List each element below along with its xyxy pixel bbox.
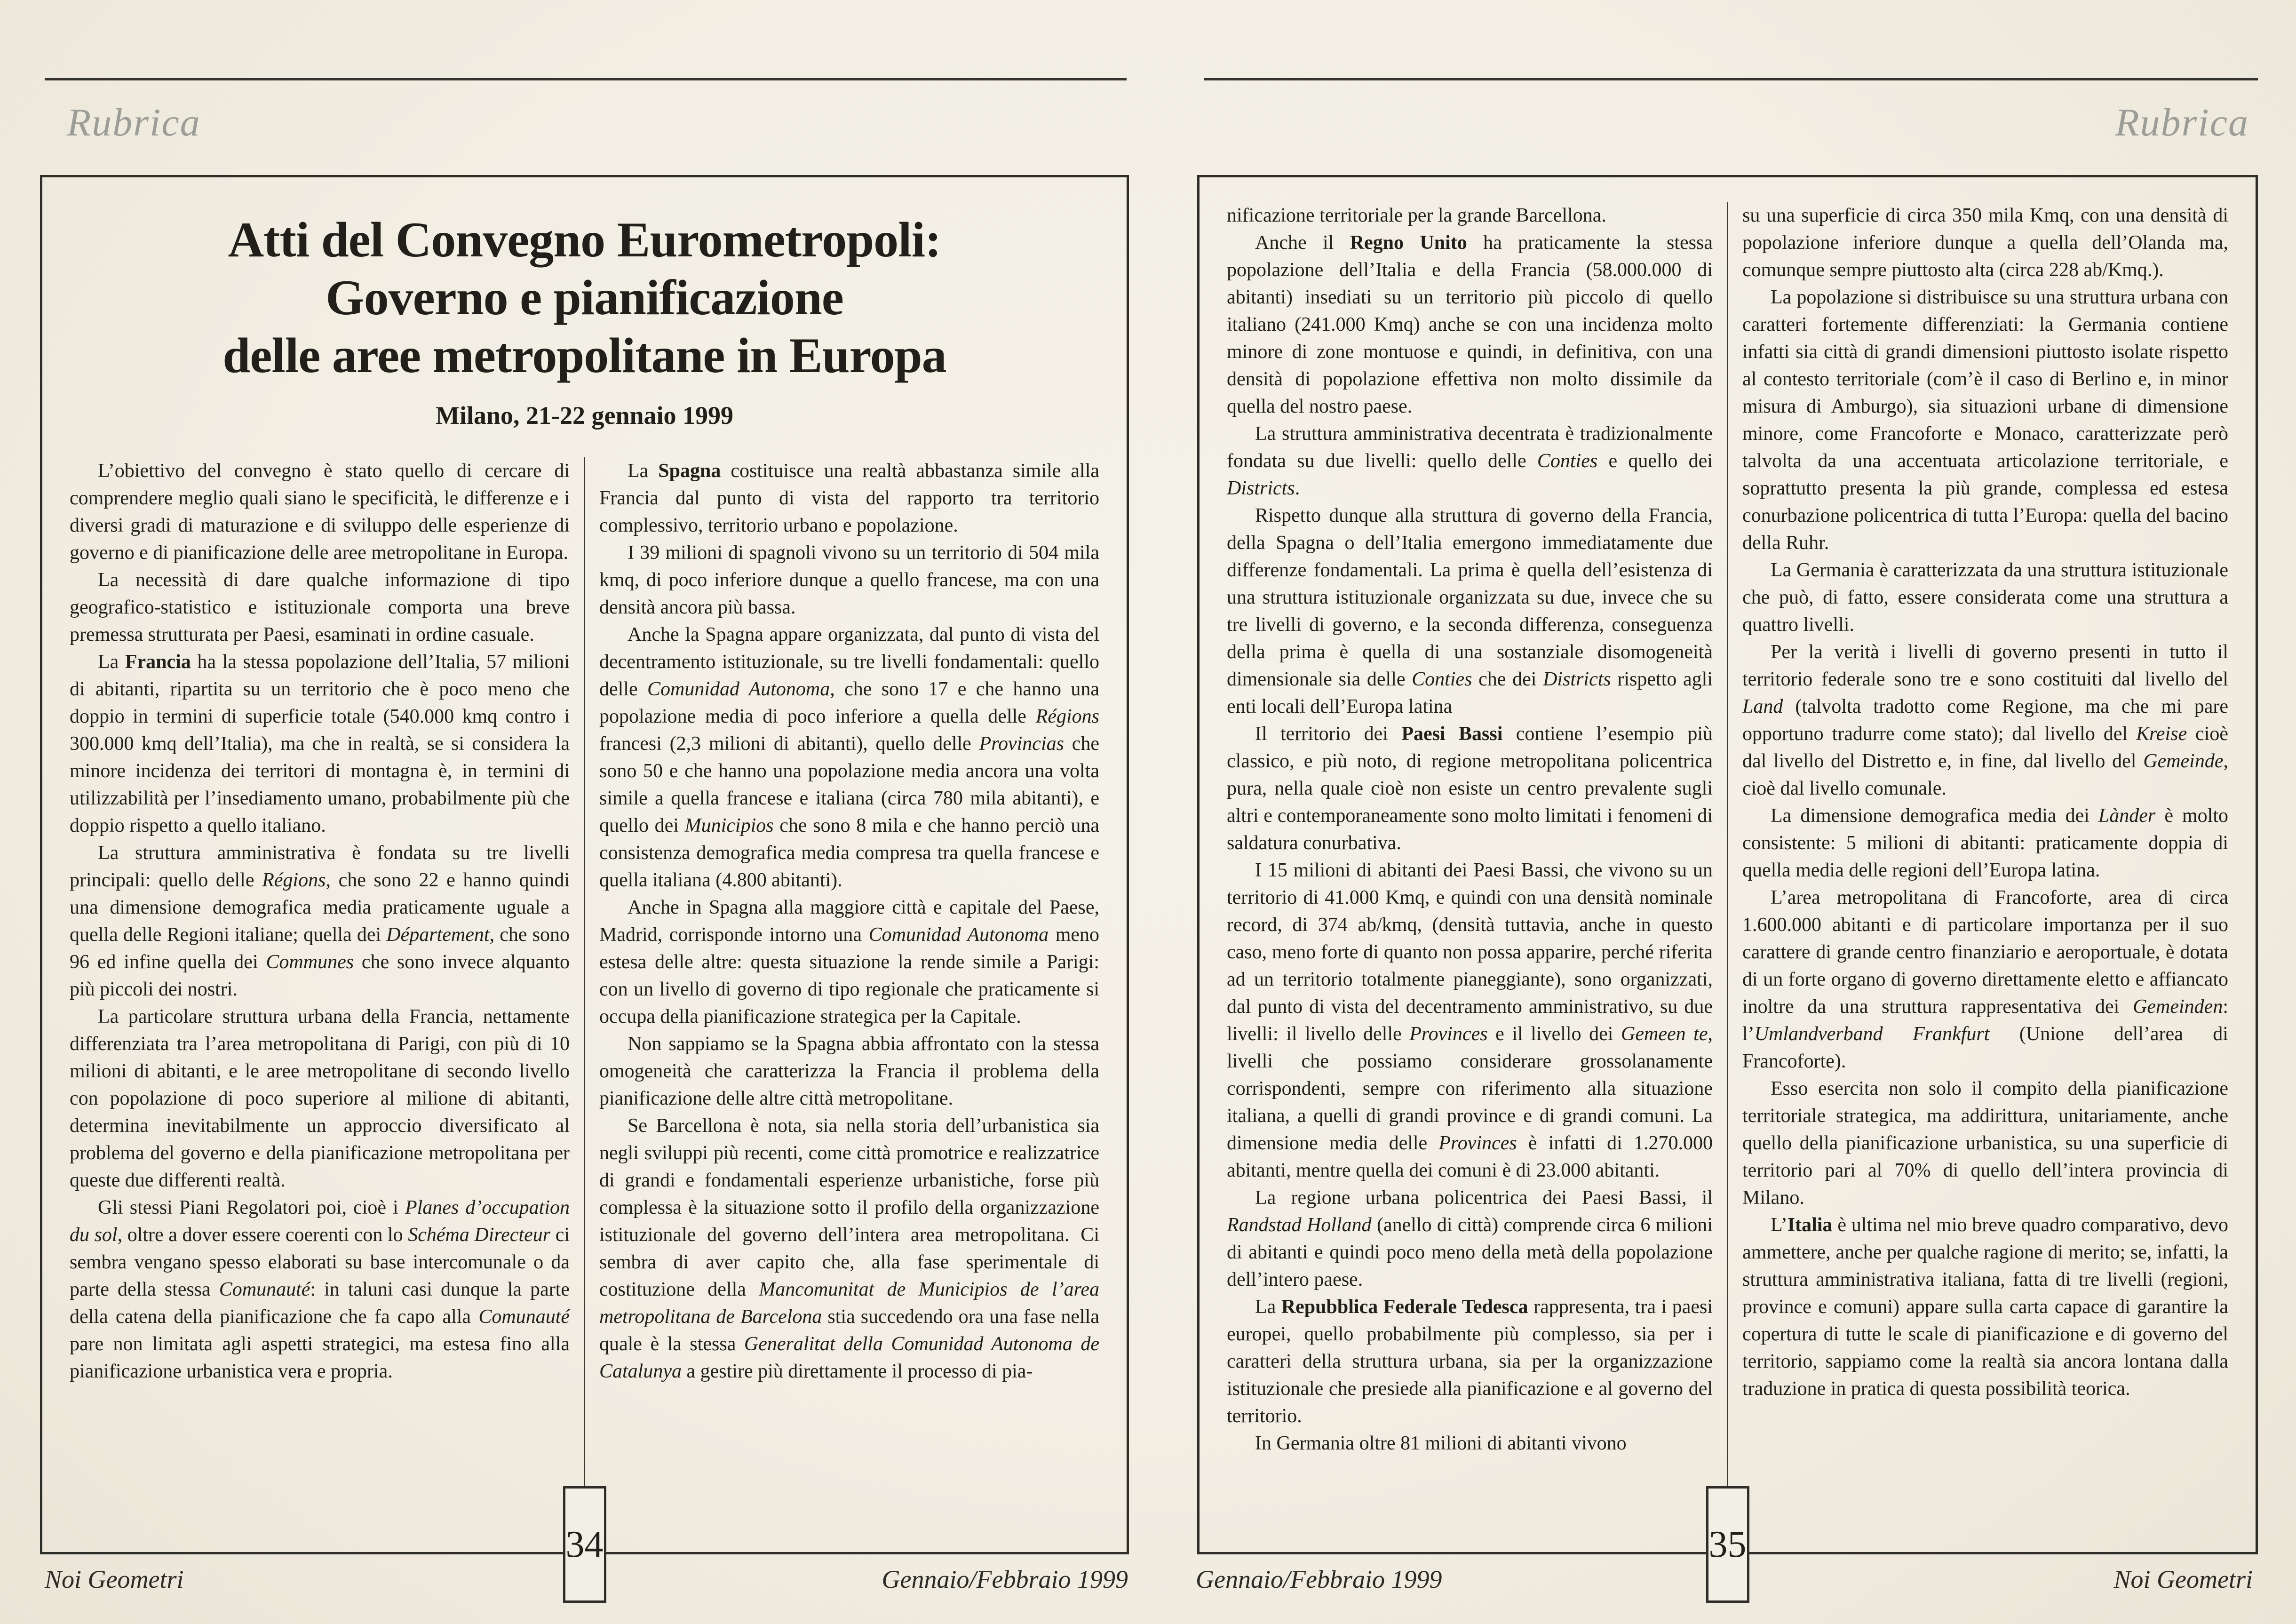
text-segment: (Unione dell’area di Francoforte). — [1742, 1023, 2228, 1072]
paragraph — [70, 648, 570, 839]
text-segment: che sono 50 e che hanno una popolazione media ancora una volta simile a quella francese e italiana (circa 780 mila abitanti), e quello dei — [599, 732, 1099, 836]
text-segment: è molto consistente: 5 milioni di abitanti: praticamente doppia di quella media delle regioni dell’Europa latina. — [1742, 805, 2228, 881]
text-segment: francesi (2,3 milioni di abitanti), quello delle — [599, 732, 979, 755]
article-title-line: Atti del Convegno Eurometropoli: — [228, 212, 941, 267]
paragraph — [1227, 502, 1713, 720]
article-box-left — [40, 175, 1129, 1565]
italic-text: Communes — [266, 951, 354, 973]
text-segment: La struttura amministrativa è fondata su tre livelli principali: quello delle — [70, 842, 570, 891]
text-segment: pare non limitata agli aspetti strategici, ma estesa fino alla pianificazione urbanistica vera e propria. — [70, 1333, 570, 1382]
italic-text: Generalitat della Comunidad Autonoma de Catalunya — [599, 1333, 1099, 1382]
text-segment: La — [628, 460, 659, 482]
column-divider-rule — [1727, 202, 1728, 1525]
paragraph — [599, 621, 1099, 894]
text-segment: In Germania oltre 81 milioni di abitanti vivono — [1255, 1433, 1627, 1454]
text-segment: La necessità di dare qualche informazione di tipo geografico-statistico e istituzionale comporta una breve premessa strutturata per Paesi, esaminati in ordine casuale. — [70, 569, 570, 645]
paragraph — [1227, 202, 1713, 229]
text-segment: su una superficie di circa 350 mila Kmq, con una densità di popolazione inferiore dunque a quella dell’Olanda ma, comunque sempre piuttosto alta (circa 228 ab/Kmq.). — [1742, 205, 2228, 281]
paragraph — [1742, 202, 2228, 284]
text-segment: stia succedendo ora una fase nella quale è la stessa — [599, 1306, 1099, 1355]
bold-text: Regno Unito — [1350, 232, 1467, 254]
italic-text: Comunauté — [478, 1306, 570, 1328]
italic-text: Provincias — [979, 732, 1064, 755]
text-segment: Anche il — [1255, 232, 1350, 254]
column-divider-rule — [584, 457, 585, 1525]
page-number-box: 35 — [1706, 1486, 1749, 1603]
text-segment: contiene l’esempio più classico, e più noto, di regione metropolitana policentrica pura, nella quale cioè non esiste un centro prevalente sugli altri e contemporaneamente sono molto limitati i fenomeni di saldatura conurbativa. — [1227, 723, 1713, 854]
text-segment: (talvolta tradotto come Regione, ma che mi pare opportuno tradurre come stato); dal livello del — [1742, 696, 2228, 745]
paragraph — [599, 894, 1099, 1030]
text-segment: La particolare struttura urbana della Francia, nettamente differenziata tra l’area metropolitana di Parigi, con più di 10 milioni di abitanti, e le aree metropolitane di secondo livello con popolazione di poco superiore al milione di abitanti, determina inevitabilmente un approccio diversificato al problema del governo e della pianificazione metropolitana per queste due differenti realtà. — [70, 1005, 570, 1191]
italic-text: Comunauté — [219, 1278, 310, 1300]
article-title-line: delle aree metropolitane in Europa — [222, 327, 946, 383]
italic-text: Land — [1742, 696, 1783, 717]
section-label: Rubrica — [67, 101, 201, 144]
article-column — [1742, 202, 2228, 1525]
bold-text: Italia — [1787, 1214, 1833, 1236]
text-segment: La — [1255, 1296, 1281, 1318]
article-column — [1227, 202, 1713, 1525]
italic-text: Mancomunitat de Municipios de l’area metropolitana de Barcelona — [599, 1278, 1099, 1328]
paragraph — [1227, 1293, 1713, 1430]
text-segment: che dei — [1472, 669, 1543, 690]
paragraph — [70, 839, 570, 1003]
text-segment: L’area metropolitana di Francoforte, area di circa 1.600.000 abitanti e di particolare importanza per il suo carattere di grande centro finanziario e aeroportuale, è dotata di un forte organo di governo direttamente eletto e affiancato inoltre da una struttura rappresentativa dei — [1742, 887, 2228, 1018]
italic-text: Comunidad Autonoma — [868, 923, 1049, 946]
text-segment: L’obiettivo del convegno è stato quello di cercare di comprendere meglio quali siano le specificità, le differenze e i diversi gradi di maturazione e di sviluppo delle esperienze di governo e di pianificazione delle aree metropolitane in Europa. — [70, 460, 570, 564]
text-segment: cioè dal livello del Distretto e, in fine, dal livello del — [1742, 723, 2228, 772]
italic-text: Kreise — [2136, 723, 2187, 745]
text-segment: Se Barcellona è nota, sia nella storia dell’urbanistica sia negli sviluppi più recenti, come città promotrice e realizzatrice di grandi e fondamentali esperienze urbanistiche, forse più complessa è la situazione sotto il profilo della organizzazione istituzionale del governo dell’intera area metropolitana. Ci sembra di aver capito che, alla fase sperimentale di costituzione della — [599, 1115, 1099, 1300]
paragraph — [70, 1003, 570, 1194]
text-segment: Anche in Spagna alla maggiore città e capitale del Paese, Madrid, corrisponde intorno una — [599, 896, 1099, 946]
paragraph — [1742, 557, 2228, 638]
article-column — [70, 457, 570, 1525]
italic-text: Planes d’occupation du sol — [70, 1196, 570, 1246]
text-segment: ha praticamente la stessa popolazione dell’Italia e della Francia (58.000.000 di abitanti) insediati su un territorio più piccolo di quello italiano (241.000 Kmq) anche se con una incidenza molto minore di zone montuose e quindi, in definitiva, con una densità di popolazione effettiva non molto dissimile da quella del nostro paese. — [1227, 232, 1713, 417]
footer-journal-name: Noi Geometri — [45, 1565, 184, 1593]
article-title — [75, 211, 1094, 385]
paragraph — [70, 1194, 570, 1385]
columns-right-page — [1200, 202, 2256, 1552]
text-segment: I 15 milioni di abitanti dei Paesi Bassi, che vivono su un territorio di 41.000 Kmq, e quindi con una densità nominale record, di 374 ab/kmq, (densità tuttavia, anche in questo caso, meno forte di quanto non possa apparire, perché riferita ad un territorio totalmente pianeggiante), sono organizzati, dal punto di vista del decentramento amministrativo, su due livelli: il livello delle — [1227, 860, 1713, 1045]
italic-text: Schéma Directeur — [408, 1224, 551, 1246]
paragraph — [1742, 1211, 2228, 1402]
paragraph — [599, 539, 1099, 621]
text-segment: costituisce una realtà abbastanza simile alla Francia dal punto di vista del rapporto tra territorio complessivo, territorio urbano e popolazione. — [599, 460, 1100, 536]
text-segment: La struttura amministrativa decentrata è tradizionalmente fondata su due livelli: quello delle — [1227, 423, 1713, 472]
text-segment: , che sono 96 ed infine quella dei — [70, 923, 570, 973]
italic-text: Districts — [1543, 669, 1611, 690]
italic-text: Umlandverband Frankfurt — [1754, 1023, 1990, 1045]
footer-issue-date: Gennaio/Febbraio 1999 — [882, 1565, 1128, 1593]
text-segment: , oltre a dover essere coerenti con lo — [117, 1224, 408, 1246]
text-segment: è ultima nel mio breve quadro comparativo, devo ammettere, anche per qualche ragione di merito; se, infatti, la struttura amministrativa italiana, fatta di tre livelli (regioni, province e comuni) appare sulla carta capace di garantire la copertura di tutte le scale di pianificazione e di governo del territorio, sappiamo come la realtà sia ancora lontana dalla traduzione in pratica di questa possibilità teorica. — [1742, 1214, 2228, 1400]
italic-text: Comunidad Autonoma — [647, 678, 830, 700]
text-segment: La — [98, 651, 125, 673]
paragraph — [599, 457, 1099, 539]
text-segment: che sono invece alquanto più piccoli dei nostri. — [70, 951, 570, 1000]
italic-text: Randstad Holland — [1227, 1214, 1372, 1236]
text-segment: ha la stessa popolazione dell’Italia, 57 milioni di abitanti, ripartita su un territorio che è poco meno che doppio in termini di superficie totale (540.000 kmq contro i 300.000 kmq dell’Italia), ma che in realtà, se si considera la minore incidenza dei territori di montagna è, in termini di utilizzabilità per l’insediamento umano, probabilmente più che doppio rispetto a quello italiano. — [70, 651, 570, 836]
footer-journal-name: Noi Geometri — [2113, 1565, 2253, 1593]
italic-text: Provinces — [1438, 1132, 1517, 1154]
paragraph — [1742, 1075, 2228, 1211]
footer-issue-date: Gennaio/Febbraio 1999 — [1196, 1565, 1442, 1593]
italic-text: Gemeinde — [2143, 750, 2224, 772]
paragraph — [1742, 284, 2228, 557]
article-subtitle: Milano, 21-22 gennaio 1999 — [435, 401, 734, 430]
text-segment: La Germania è caratterizzata da una struttura istituzionale che può, di fatto, essere considerata come una struttura a quattro livelli. — [1742, 559, 2228, 636]
italic-text: Régions — [1035, 705, 1099, 727]
text-segment: e quello dei — [1597, 450, 1713, 472]
paragraph — [599, 1112, 1099, 1385]
text-segment: La dimensione demografica media dei — [1771, 805, 2098, 827]
text-segment: Il territorio dei — [1255, 723, 1402, 745]
italic-text: Provinces — [1409, 1023, 1488, 1045]
header-rule — [45, 78, 1127, 80]
bold-text: Francia — [125, 651, 191, 673]
paragraph — [1227, 229, 1713, 420]
paragraph — [599, 1030, 1099, 1112]
text-segment: nificazione territoriale per la grande Barcellona. — [1227, 205, 1606, 226]
page-35 — [1157, 0, 2296, 1624]
text-segment: La regione urbana policentrica dei Paesi Bassi, il — [1255, 1187, 1713, 1209]
italic-text: Lànder — [2098, 805, 2156, 827]
title-block — [42, 177, 1127, 430]
paragraph — [70, 457, 570, 566]
article-title-line: Governo e pianificazione — [326, 270, 843, 325]
text-segment: . — [1295, 478, 1300, 499]
bold-text: Repubblica Federale Tedesca — [1281, 1296, 1528, 1318]
bold-text: Spagna — [658, 460, 721, 482]
paragraph — [1227, 720, 1713, 857]
italic-text: Districts — [1227, 478, 1295, 499]
text-segment: ci sembra vengano spesso elaborati su base intercomunale o da parte della stessa — [70, 1224, 570, 1300]
paragraph — [1227, 857, 1713, 1184]
article-column — [599, 457, 1099, 1525]
text-segment: è infatti di 1.270.000 abitanti, mentre quella dei comuni è di 23.000 abitanti. — [1227, 1132, 1713, 1181]
text-segment: La popolazione si distribuisce su una struttura urbana con caratteri fortemente differenziati: la Germania contiene infatti sia città di grandi dimensioni piuttosto isolate rispetto al contesto territoriale (com’è il caso di Berlino e, in minor misura di Amburgo), sia situazioni urbane di dimensione minore, come Francoforte e Monaco, caratterizzate però talvolta da una accentuata articolazione territoriale, e soprattutto presenta la più grande, complessa ed estesa conurbazione policentrica di tutta l’Europa: quella del bacino della Ruhr. — [1742, 287, 2228, 554]
italic-text: Gemeen te — [1621, 1023, 1708, 1045]
paragraph — [1227, 420, 1713, 502]
text-segment: Rispetto dunque alla struttura di governo della Francia, della Spagna o dell’Italia emergono immediatamente due differenze fondamentali. La prima è quella dell’esistenza di una struttura istituzionale organizzata su due, invece che su tre livelli di governo, e la seconda differenza, conseguenza della prima è quella di una sostanziale disomogeneità dimensionale sia delle — [1227, 505, 1713, 690]
text-segment: rappresenta, tra i paesi europei, quello probabilmente più complesso, sia per i caratteri della struttura urbana, sia per la organizzazione istituzionale che presiede alla pianificazione e al governo del territorio. — [1227, 1296, 1713, 1427]
text-segment: , che sono 17 e che hanno una popolazione media di poco inferiore a quella delle — [599, 678, 1099, 727]
header-rule — [1204, 78, 2258, 80]
text-segment: : in taluni casi dunque la parte della catena della pianificazione che fa capo alla — [70, 1278, 570, 1328]
section-label: Rubrica — [2115, 101, 2249, 144]
text-segment: Esso esercita non solo il compito della pianificazione territoriale strategica, ma addirittura, unitariamente, anche quello della pianificazione urbanistica, su una superficie di territorio pari al 70% di quello dell’intera provincia di Milano. — [1742, 1078, 2228, 1209]
paragraph — [1742, 802, 2228, 884]
italic-text: Gemeinden — [2133, 996, 2223, 1018]
paragraph — [70, 566, 570, 648]
italic-text: Municipios — [684, 814, 774, 836]
paragraph — [1742, 884, 2228, 1075]
italic-text: Conties — [1412, 669, 1472, 690]
text-segment: , che sono 22 e hanno quindi una dimensione demografica media praticamente uguale a quella delle Regioni italiane; quella dei — [70, 869, 570, 946]
paragraph — [1227, 1430, 1713, 1457]
text-segment: Anche la Spagna appare organizzata, dal punto di vista del decentramento istituzionale, su tre livelli fondamentali: quello delle — [599, 623, 1099, 700]
italic-text: Régions — [262, 869, 326, 891]
paragraph — [1742, 638, 2228, 802]
text-segment: e il livello dei — [1487, 1023, 1621, 1045]
paragraph — [1227, 1184, 1713, 1293]
text-segment: Per la verità i livelli di governo presenti in tutto il territorio federale sono tre e sono costituiti dal livello del — [1742, 641, 2228, 690]
text-segment: meno estesa delle altre: questa situazione la rende simile a Parigi: con un livello di governo di tipo regionale che praticamente si occupa della pianificazione strategica per la Capitale. — [599, 923, 1099, 1027]
text-segment: che sono 8 mila e che hanno perciò una consistenza demografica media compresa tra quella francese e quella italiana (4.800 abitanti). — [599, 814, 1099, 891]
text-segment: (anello di città) comprende circa 6 milioni di abitanti e quindi poco meno della metà della popolazione dell’intero paese. — [1227, 1214, 1713, 1290]
text-segment: , cioè dal livello comunale. — [1742, 750, 2228, 799]
text-segment: rispetto agli enti locali dell’Europa latina — [1227, 669, 1713, 717]
text-segment: , livelli che possiamo considerare grossolanamente corrispondenti, sempre con riferimento alla situazione italiana, a quelli di grandi province e di grandi comuni. La dimensione media delle — [1227, 1023, 1713, 1154]
columns-left-page — [42, 457, 1127, 1552]
text-segment: : l’ — [1742, 996, 2228, 1045]
text-segment: Gli stessi Piani Regolatori poi, cioè i — [98, 1196, 405, 1218]
article-box-right — [1197, 175, 2258, 1565]
text-segment: Non sappiamo se la Spagna abbia affrontato con la stessa omogeneità che caratterizza la Francia il problema della pianificazione delle altre città metropolitane. — [599, 1033, 1099, 1109]
bold-text: Paesi Bassi — [1401, 723, 1503, 745]
italic-text: Département — [386, 923, 490, 946]
page-number-box: 34 — [563, 1486, 606, 1603]
text-segment: I 39 milioni di spagnoli vivono su un territorio di 504 mila kmq, di poco inferiore dunque a quello francese, ma con una densità ancora più bassa. — [599, 541, 1099, 618]
text-segment: a gestire più direttamente il processo di pia- — [682, 1360, 1033, 1382]
italic-text: Conties — [1537, 450, 1598, 472]
text-segment: L’ — [1771, 1214, 1788, 1236]
